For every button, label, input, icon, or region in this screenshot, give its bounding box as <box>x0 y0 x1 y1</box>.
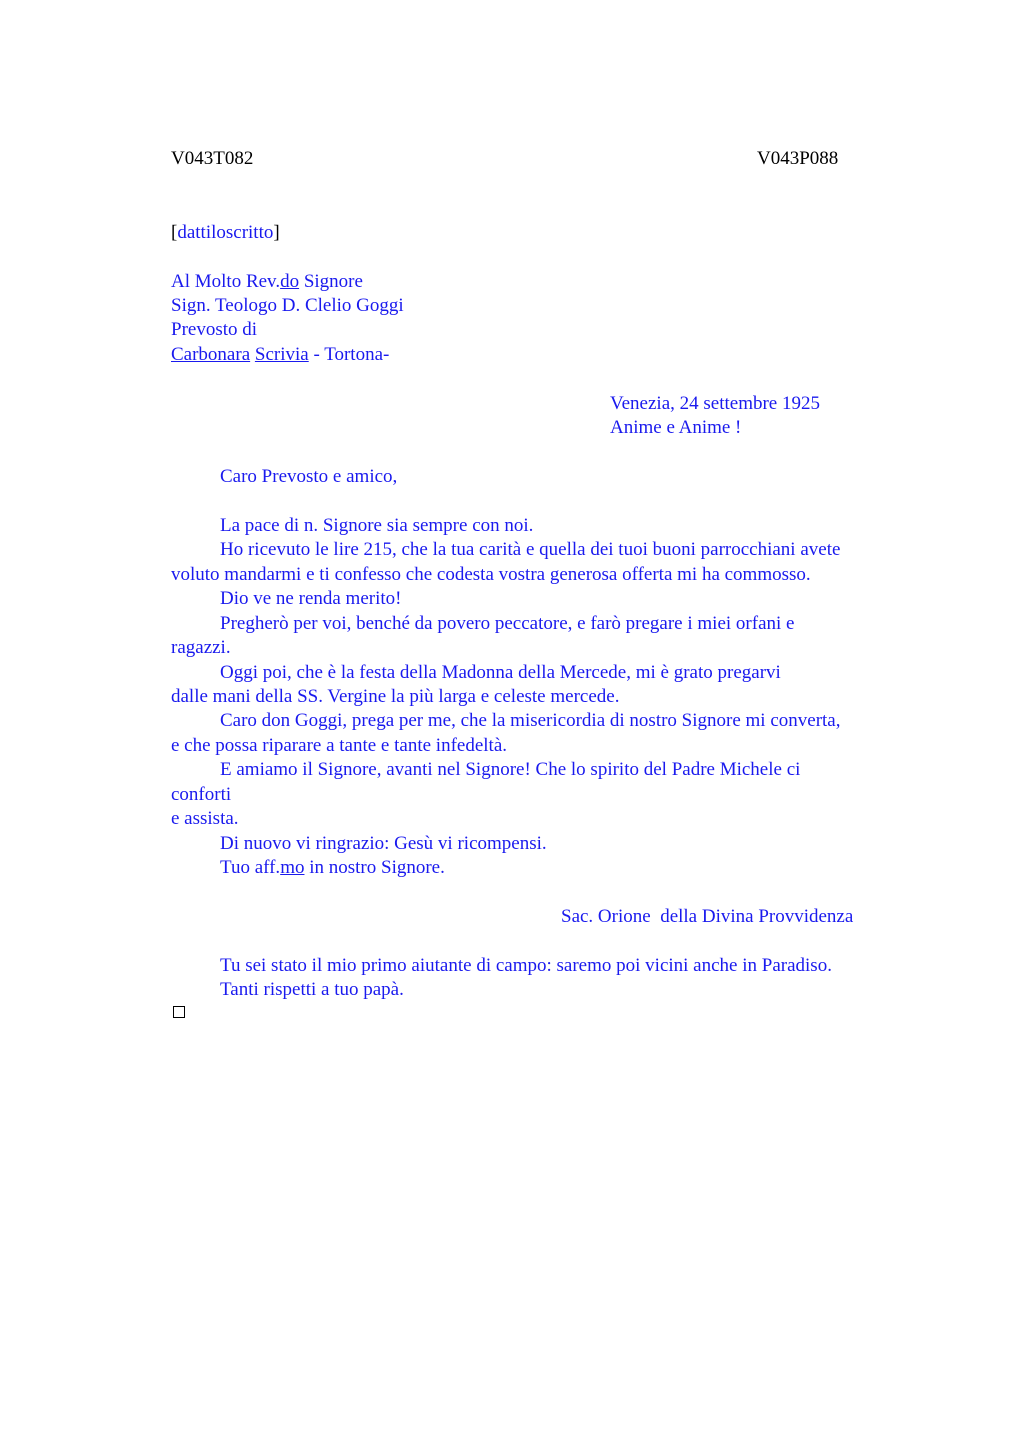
postscript-line-1: Tu sei stato il mio primo aiutante di campo: saremo poi vicini anche in Paradiso. <box>220 955 832 976</box>
typescript-note <box>171 223 280 242</box>
body-line: Oggi poi, che è la festa della Madonna della Mercede, mi è grato pregarvi <box>220 662 781 683</box>
document-code-left: V043T082 <box>171 148 254 169</box>
closing-abbrev: mo <box>280 857 305 878</box>
address-town: Carbonara <box>171 344 251 365</box>
address-line-4 <box>171 345 389 364</box>
address-line-4-rest: - Tortona- <box>308 344 390 365</box>
closing-text: Tuo aff. <box>220 857 281 878</box>
body-line: ragazzi. <box>171 637 231 658</box>
address-line-1-abbrev: do <box>280 271 300 292</box>
closing-line <box>220 858 445 877</box>
note-close-bracket: ] <box>273 222 280 243</box>
body-line: conforti <box>171 784 232 805</box>
body-line: Caro don Goggi, prega per me, che la misericordia di nostro Signore mi converta, <box>220 710 841 731</box>
note-label: dattiloscritto <box>177 222 274 243</box>
postscript-line-2: Tanti rispetti a tuo papà. <box>220 979 404 1000</box>
note-open-bracket: [ <box>171 222 178 243</box>
body-line: Pregherò per voi, benché da povero peccatore, e farò pregare i miei orfani e <box>220 613 795 634</box>
document-code-right: V043P088 <box>757 148 839 169</box>
motto: Anime e Anime ! <box>610 417 742 438</box>
address-line-1 <box>171 272 363 291</box>
body-line: e che possa riparare a tante e tante infedeltà. <box>171 735 508 756</box>
dateline: Venezia, 24 settembre 1925 <box>610 393 820 414</box>
address-line-3: Prevosto di <box>171 319 258 340</box>
end-marker-box-icon <box>173 1006 185 1018</box>
body-line: Dio ve ne renda merito! <box>220 588 402 609</box>
address-town-suffix: Scrivia <box>254 344 309 365</box>
address-line-1-text: Al Molto Rev. <box>171 271 281 292</box>
address-line-1-rest: Signore <box>299 271 363 292</box>
address-line-2: Sign. Teologo D. Clelio Goggi <box>171 295 404 316</box>
body-line: voluto mandarmi e ti confesso che codesta vostra generosa offerta mi ha commosso. <box>171 564 811 585</box>
body-line: La pace di n. Signore sia sempre con noi. <box>220 515 534 536</box>
body-line: E amiamo il Signore, avanti nel Signore! Che lo spirito del Padre Michele ci <box>220 759 801 780</box>
body-line: Ho ricevuto le lire 215, che la tua carità e quella dei tuoi buoni parrocchiani avete <box>220 539 841 560</box>
body-line: e assista. <box>171 808 239 829</box>
signature: Sac. Orione della Divina Provvidenza <box>561 906 854 927</box>
body-line: dalle mani della SS. Vergine la più larga e celeste mercede. <box>171 686 620 707</box>
closing-rest: in nostro Signore. <box>304 857 445 878</box>
salutation: Caro Prevosto e amico, <box>220 466 398 487</box>
body-line: Di nuovo vi ringrazio: Gesù vi ricompensi. <box>220 833 547 854</box>
